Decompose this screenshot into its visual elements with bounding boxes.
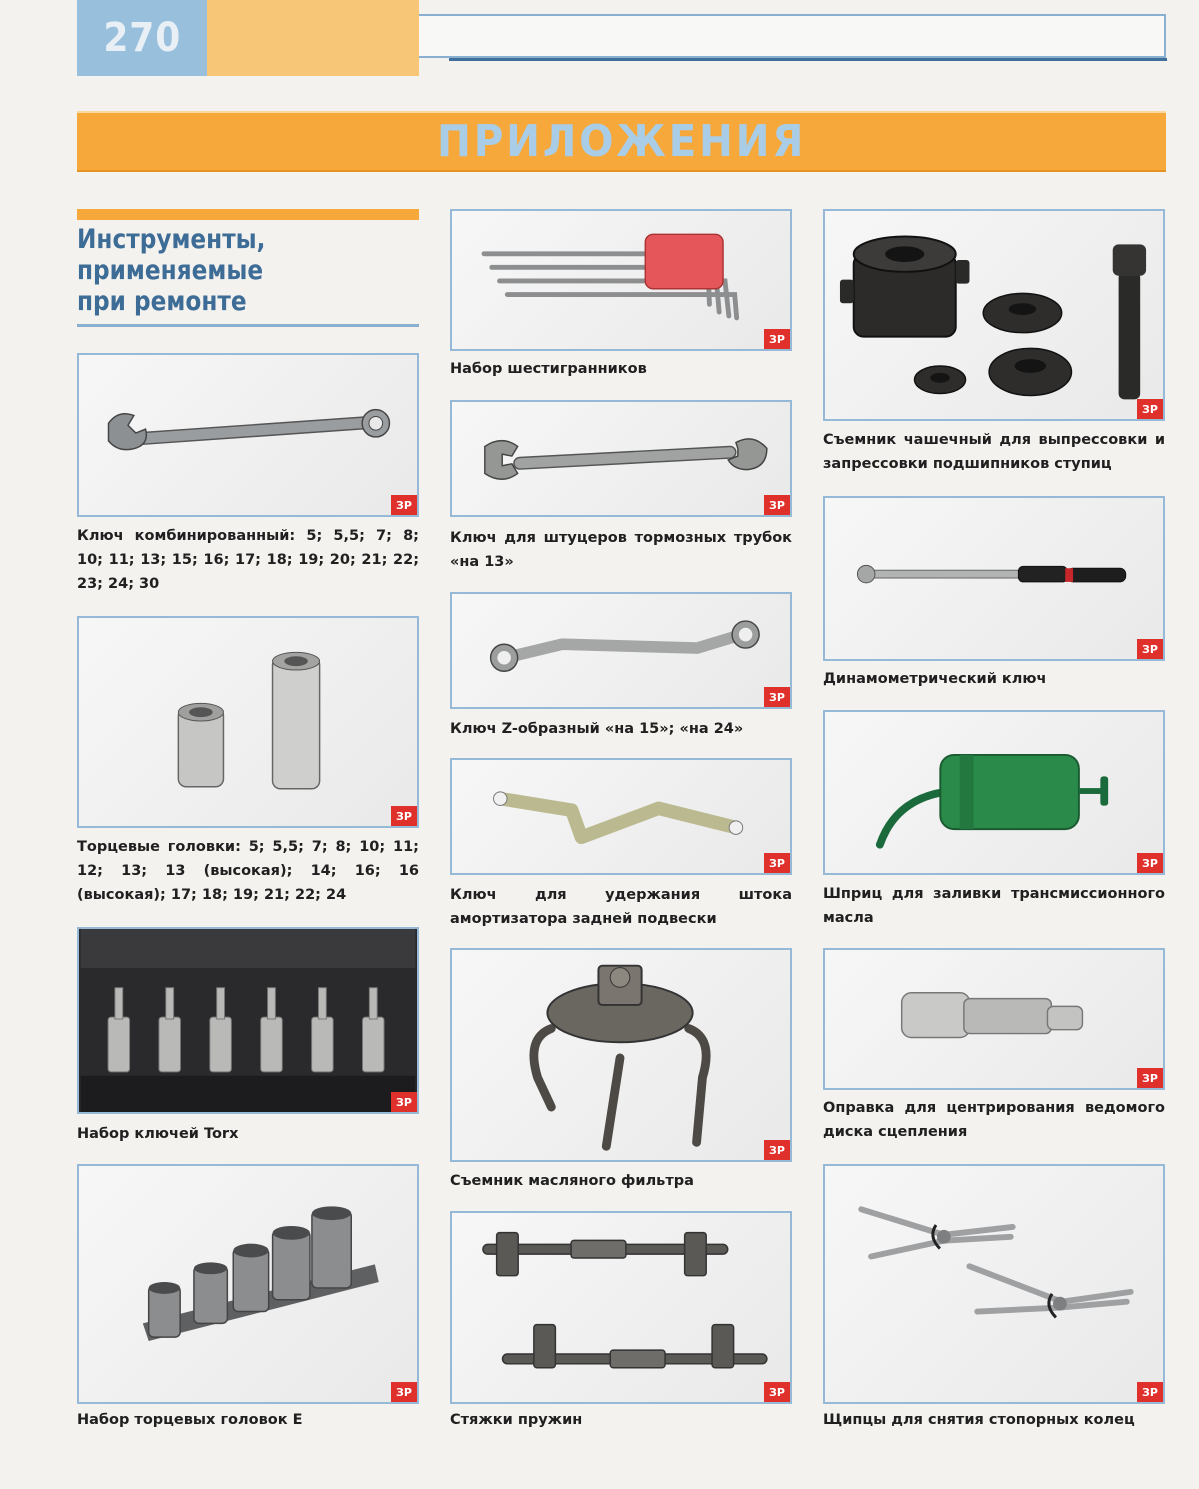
caption-combination-wrench: Ключ комбинированный: 5; 5,5; 7; 8; 10; 11; 13; 15; 16; 17; 18; 19; 20; 21; 22; 23; 24; 30: [77, 528, 419, 592]
chapter-banner: [77, 111, 1166, 172]
caption-sockets: Торцевые головки: 5; 5,5; 7; 8; 10; 11; 12; 13; 13 (высокая); 14; 16; 16 (высокая); 17; 18; 19; 21; 22; 24: [77, 839, 419, 903]
caption-strut-holding-wrench: Ключ для удержания штока амортизатора задней подвески: [450, 887, 792, 927]
cup-puller-icon: [825, 211, 1163, 419]
photo-torx-set: [77, 927, 419, 1114]
publisher-badge: ЗР: [391, 495, 417, 515]
torque-wrench-icon: [825, 498, 1163, 659]
publisher-badge: ЗР: [764, 495, 790, 515]
publisher-badge: ЗР: [764, 853, 790, 873]
photo-spring-compressors: [450, 1211, 792, 1404]
section-heading-line: применяемые: [77, 255, 264, 286]
photo-e-socket-set: [77, 1164, 419, 1404]
chapter-title: ПРИЛОЖЕНИЯ: [436, 116, 807, 167]
combination-wrench-icon: [79, 355, 417, 515]
torx-set-icon: [79, 929, 417, 1112]
publisher-badge: ЗР: [1137, 853, 1163, 873]
photo-z-wrench: [450, 592, 792, 709]
publisher-badge: ЗР: [764, 1140, 790, 1160]
section-rule: [77, 324, 419, 327]
publisher-badge: ЗР: [1137, 399, 1163, 419]
caption-z-wrench: Ключ Z-образный «на 15»; «на 24»: [450, 721, 744, 737]
publisher-badge: ЗР: [1137, 639, 1163, 659]
page-number: 270: [103, 15, 181, 61]
caption-spring-compressors: Стяжки пружин: [450, 1412, 583, 1428]
caption-flare-nut-wrench: Ключ для штуцеров тормозных трубок «на 13»: [450, 530, 792, 570]
caption-torx-set: Набор ключей Torx: [77, 1126, 239, 1142]
e-socket-set-icon: [79, 1166, 417, 1402]
flare-nut-wrench-icon: [452, 402, 790, 515]
photo-flare-nut-wrench: [450, 400, 792, 517]
caption-oil-filter-puller: Съемник масляного фильтра: [450, 1173, 694, 1189]
header-accent: [207, 0, 419, 76]
section-accent-bar: [77, 209, 419, 220]
circlip-pliers-icon: [825, 1166, 1163, 1402]
photo-oil-filter-puller: [450, 948, 792, 1162]
hex-key-set-icon: [452, 211, 790, 349]
oil-filter-puller-icon: [452, 950, 790, 1160]
page-number-box: [77, 0, 207, 76]
header-rule: [449, 58, 1167, 61]
section-heading-line: при ремонте: [77, 286, 247, 317]
z-wrench-icon: [452, 594, 790, 707]
header-frame: [419, 14, 1166, 58]
caption-hex-key-set: Набор шестигранников: [450, 361, 647, 377]
caption-circlip-pliers: Щипцы для снятия стопорных колец: [823, 1412, 1135, 1428]
publisher-badge: ЗР: [391, 1092, 417, 1112]
section-heading: [77, 224, 369, 317]
caption-torque-wrench: Динамометрический ключ: [823, 671, 1047, 687]
publisher-badge: ЗР: [391, 1382, 417, 1402]
spring-compressors-icon: [452, 1213, 790, 1402]
oil-syringe-icon: [825, 712, 1163, 873]
photo-clutch-alignment-tool: [823, 948, 1165, 1090]
publisher-badge: ЗР: [764, 329, 790, 349]
publisher-badge: ЗР: [391, 806, 417, 826]
publisher-badge: ЗР: [1137, 1382, 1163, 1402]
strut-holding-wrench-icon: [452, 760, 790, 873]
photo-hex-key-set: [450, 209, 792, 351]
photo-strut-holding-wrench: [450, 758, 792, 875]
photo-combination-wrench: [77, 353, 419, 517]
publisher-badge: ЗР: [764, 1382, 790, 1402]
caption-oil-syringe: Шприц для заливки трансмиссионного масла: [823, 886, 1165, 926]
section-heading-line: Инструменты,: [77, 224, 266, 255]
photo-oil-syringe: [823, 710, 1165, 875]
publisher-badge: ЗР: [1137, 1068, 1163, 1088]
photo-cup-puller: [823, 209, 1165, 421]
publisher-badge: ЗР: [764, 687, 790, 707]
photo-sockets: [77, 616, 419, 828]
clutch-alignment-tool-icon: [825, 950, 1163, 1088]
photo-torque-wrench: [823, 496, 1165, 661]
caption-cup-puller: Съемник чашечный для выпрессовки и запрессовки подшипников ступиц: [823, 432, 1165, 472]
sockets-icon: [79, 618, 417, 826]
photo-circlip-pliers: [823, 1164, 1165, 1404]
caption-clutch-alignment-tool: Оправка для центрирования ведомого диска сцепления: [823, 1100, 1165, 1140]
caption-e-socket-set: Набор торцевых головок E: [77, 1412, 303, 1428]
